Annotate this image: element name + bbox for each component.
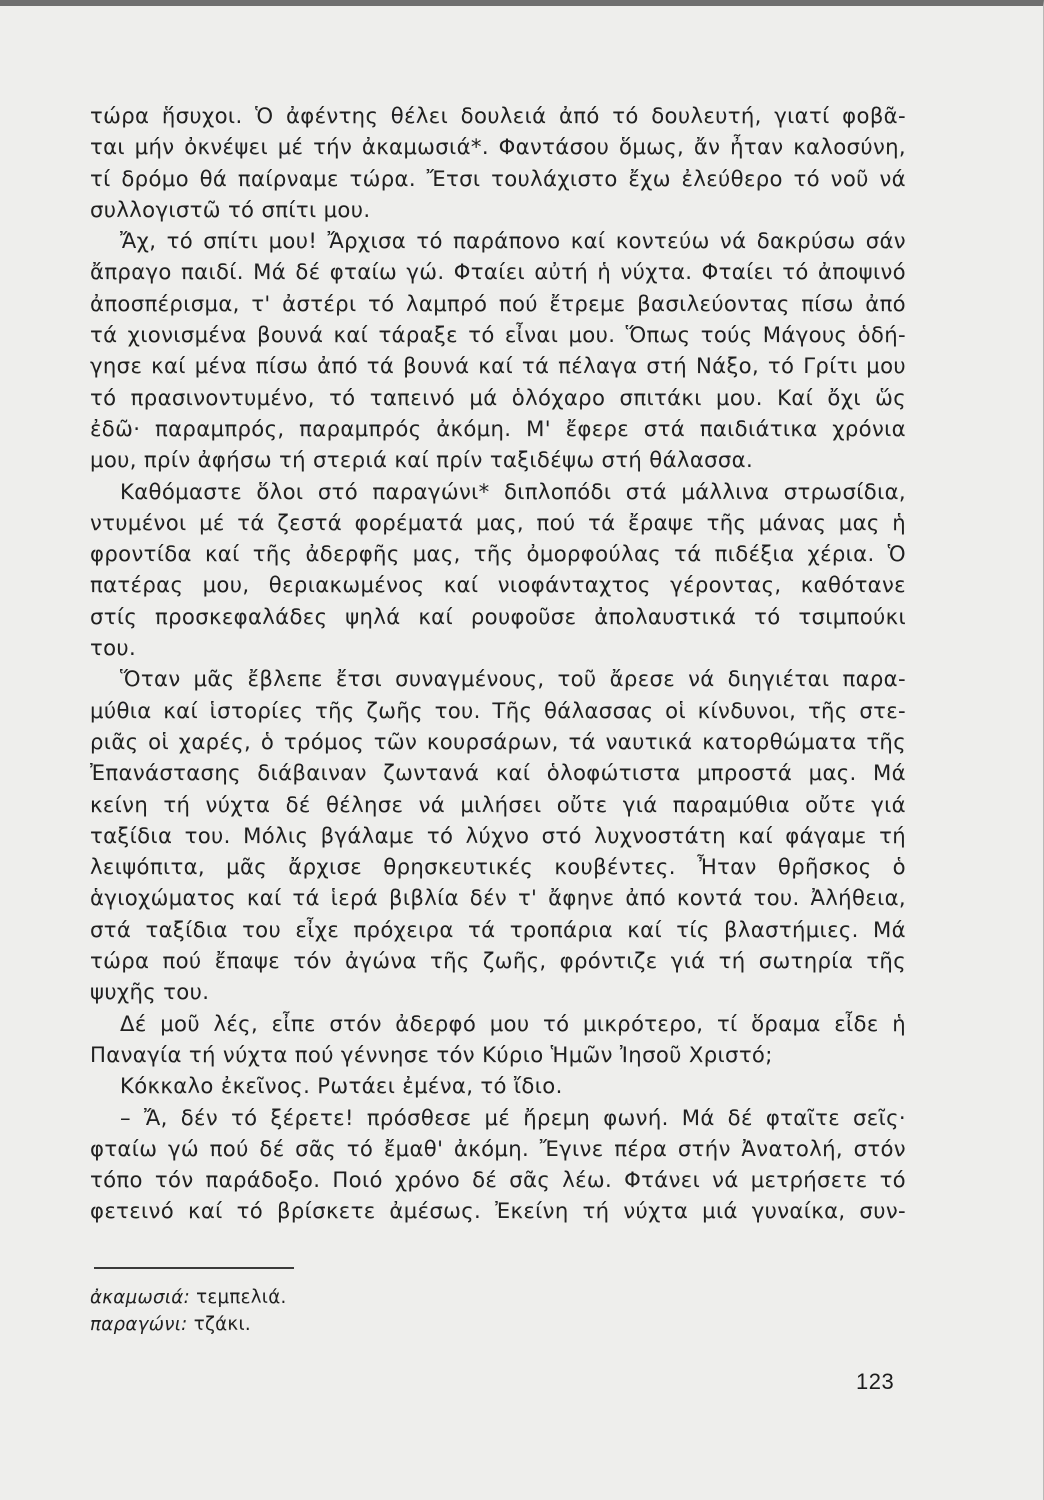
text-line: ντυμένοι μέ τά ζεστά φορέματά μας, πού τά ἔραψε τῆς μάνας μας ἡ [90,509,906,535]
text-line: τώρα πού ἔπαψε τόν ἀγώνα τῆς ζωῆς, φρόντιζε γιά τή σωτηρία τῆς [90,948,906,974]
text-line: – Ἄ, δέν τό ξέρετε! πρόσθεσε μέ ἤρεμη φωνή. Μά δέ φταῖτε σεῖς· [120,1104,906,1130]
text-line: τί δρόμο θά παίρναμε τώρα. Ἔτσι τουλάχιστο ἔχω ἐλεύθερο τό νοῦ νά [90,165,906,191]
text-line: στά ταξίδια του εἶχε πρόχειρα τά τροπάρια καί τίς βλαστήμιες. Μά [90,916,906,942]
text-line: ἀποσπέρισμα, τ' ἀστέρι τό λαμπρό πού ἔτρεμε βασιλεύοντας πίσω ἀπό [90,290,906,316]
text-line: τό πρασινοντυμένο, τό ταπεινό μά ὁλόχαρο σπιτάκι μου. Καί ὄχι ὥς [90,384,906,410]
text-line: τά χιονισμένα βουνά καί τάραξε τό εἶναι μου. Ὅπως τούς Μάγους ὁδή- [90,322,906,348]
text-line: μύθια καί ἱστορίες τῆς ζωῆς του. Τῆς θάλασσας οἱ κίνδυνοι, τῆς στε- [90,697,906,723]
footnote-term: παραγώνι: [90,1314,188,1335]
text-line: ἄπραγο παιδί. Μά δέ φταίω γώ. Φταίει αὐτή ἡ νύχτα. Φταίει τό ἀποψινό [90,259,906,285]
text-line: λειψόπιτα, μᾶς ἄρχισε θρησκευτικές κουβέντες. Ἦταν θρῆσκος ὁ [90,854,906,880]
text-line: κείνη τή νύχτα δέ θέλησε νά μιλήσει οὔτε γιά παραμύθια οὔτε γιά [90,791,906,817]
text-line: Κόκκαλο ἐκεῖνος. Ρωτάει ἐμένα, τό ἴδιο. [120,1073,563,1099]
text-line: Καθόμαστε ὅλοι στό παραγώνι* διπλοπόδι στά μάλλινα στρωσίδια, [120,478,906,504]
footnote-item [90,1311,287,1338]
text-line: τώρα ἥσυχοι. Ὁ ἀφέντης θέλει δουλειά ἀπό τό δουλευτή, γιατί φοβᾶ- [90,103,906,128]
text-line: ψυχῆς του. [90,979,210,1005]
text-line: φετεινό καί τό βρίσκετε ἀμέσως. Ἐκείνη τή νύχτα μιά γυναίκα, συν- [90,1198,906,1224]
text-line: Ἐπανάστασης διάβαιναν ζωντανά καί ὁλοφώτιστα μπροστά μας. Μά [90,760,906,786]
text-line: τόπο τόν παράδοξο. Ποιό χρόνο δέ σᾶς λέω. Φτάνει νά μετρήσετε τό [90,1167,906,1193]
text-line: Παναγία τή νύχτα πού γέννησε τόν Κύριο Ἡμῶν Ἰησοῦ Χριστό; [90,1041,773,1067]
text-line: του. [90,635,137,661]
text-line: ται μήν ὀκνέψει μέ τήν ἀκαμωσιά*. Φαντάσου ὅμως, ἄν ἦταν καλοσύνη, [90,134,906,160]
text-line: στίς προσκεφαλάδες ψηλά καί ρουφοῦσε ἀπολαυστικά τό τσιμπούκι [90,603,906,629]
footnote-definition: τεμπελιά. [196,1287,287,1308]
footnotes [90,1284,287,1338]
footnote-item [90,1284,287,1311]
text-line: φταίω γώ πού δέ σᾶς τό ἔμαθ' ἀκόμη. Ἔγινε πέρα στήν Ἀνατολή, στόν [90,1135,906,1161]
text-line: ἁγιοχώματος καί τά ἱερά βιβλία δέν τ' ἄφηνε ἀπό κοντά του. Ἀλήθεια, [90,885,906,911]
text-line: φροντίδα καί τῆς ἀδερφῆς μας, τῆς ὀμορφούλας τά πιδέξια χέρια. Ὁ [90,541,906,567]
footnote-divider [94,1267,294,1269]
text-line: ταξίδια του. Μόλις βγάλαμε τό λύχνο στό λυχνοστάτη καί φάγαμε τή [90,822,906,848]
body-text [90,100,906,1227]
text-line: ἐδῶ· παραμπρός, παραμπρός ἀκόμη. Μ' ἔφερε στά παιδιάτικα χρόνια [90,415,906,441]
footnote-term: ἀκαμωσιά: [90,1287,190,1308]
text-line: ριᾶς οἱ χαρές, ὁ τρόμος τῶν κουρσάρων, τά ναυτικά κατορθώματα τῆς [90,728,906,754]
text-line: συλλογιστῶ τό σπίτι μου. [90,196,371,222]
text-line: Ὅταν μᾶς ἔβλεπε ἔτσι συναγμένους, τοῦ ἄρεσε νά διηγιέται παρα- [120,666,906,692]
text-line: γησε καί μένα πίσω ἀπό τά βουνά καί τά πέλαγα στή Νάξο, τό Γρίτι μου [90,353,906,379]
text-line: μου, πρίν ἀφήσω τή στεριά καί πρίν ταξιδέψω στή θάλασσα. [90,447,754,473]
text-line: πατέρας μου, θεριακωμένος καί νιοφάνταχτος γέροντας, καθότανε [90,572,906,598]
footnote-definition: τζάκι. [193,1314,251,1335]
text-line: Δέ μοῦ λές, εἶπε στόν ἀδερφό μου τό μικρότερο, τί ὅραμα εἶδε ἡ [120,1010,906,1036]
page-number: 123 [856,1369,895,1394]
text-line: Ἄχ, τό σπίτι μου! Ἄρχισα τό παράπονο καί κοντεύω νά δακρύσω σάν [120,228,906,254]
